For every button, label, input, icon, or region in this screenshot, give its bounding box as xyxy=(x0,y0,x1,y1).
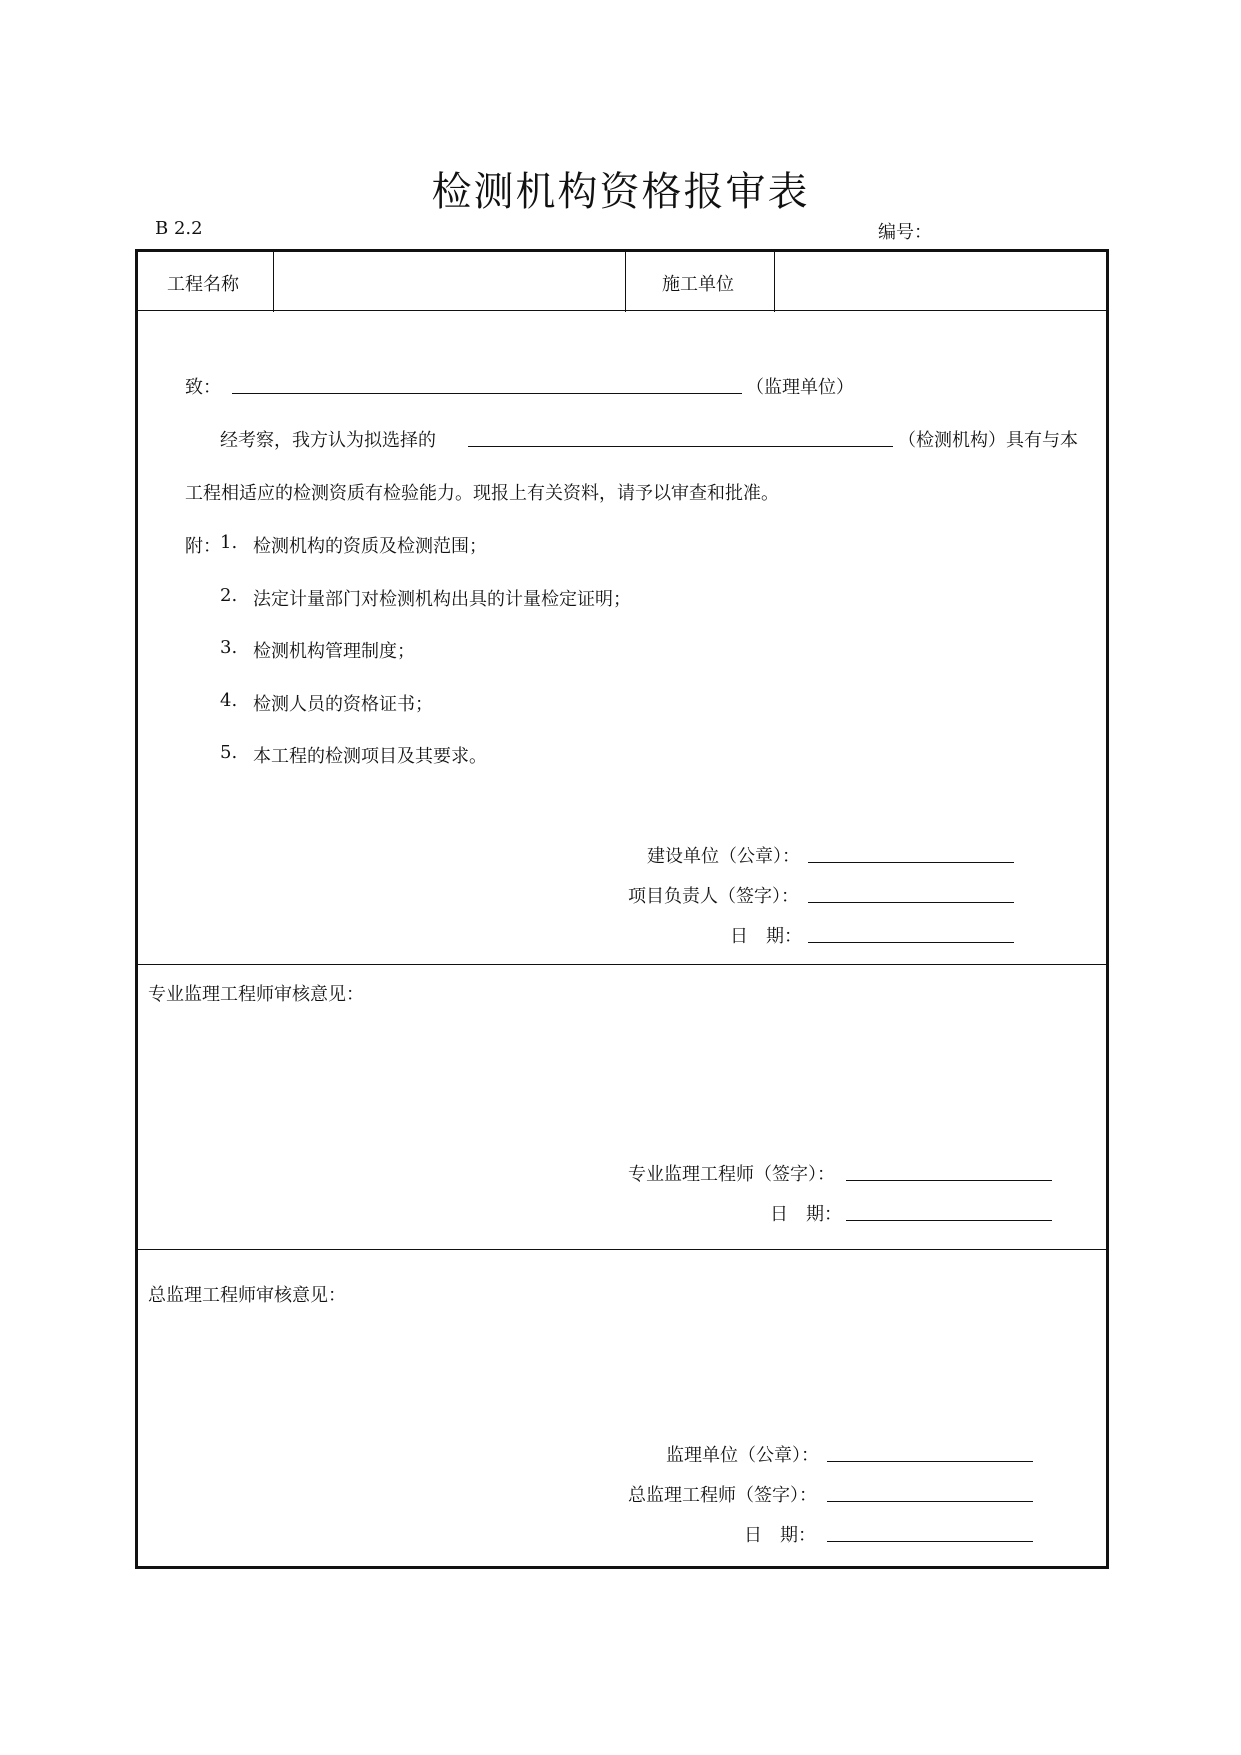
attachment-num: 1. xyxy=(220,532,238,553)
supervisor-unit-field[interactable] xyxy=(232,393,742,394)
supervisor-seal-label: 监理单位（公章）： xyxy=(666,1445,819,1466)
to-label: 致： xyxy=(185,377,221,398)
para-line2: 工程相适应的检测资质有检验能力。现报上有关资料，请予以审查和批准。 xyxy=(185,483,779,504)
chief-opinion-heading: 总监理工程师审核意见： xyxy=(148,1285,346,1306)
attachment-num: 2. xyxy=(220,585,238,606)
attachment-num: 4. xyxy=(220,690,238,711)
engineer-sign-field[interactable] xyxy=(846,1180,1052,1181)
para-mid: （检测机构）具有与本 xyxy=(898,430,1078,451)
to-suffix: （监理单位） xyxy=(746,377,854,398)
divider xyxy=(138,310,1106,311)
testing-agency-field[interactable] xyxy=(468,446,893,447)
divider xyxy=(625,252,626,312)
divider xyxy=(138,1249,1106,1250)
contractor-label: 施工单位 xyxy=(662,274,734,295)
serial-label: 编号： xyxy=(878,222,932,243)
date-field[interactable] xyxy=(808,942,1014,943)
date-label: 日 期： xyxy=(770,1204,842,1225)
form-code: B 2.2 xyxy=(155,218,203,239)
owner-seal-field[interactable] xyxy=(808,862,1014,863)
attachment-text: 检测机构管理制度； xyxy=(253,641,415,662)
date-label: 日 期： xyxy=(730,926,802,947)
page-title: 检测机构资格报审表 xyxy=(431,169,810,215)
attachment-text: 本工程的检测项目及其要求。 xyxy=(253,746,487,767)
divider xyxy=(273,252,274,312)
date-label: 日 期： xyxy=(744,1525,816,1546)
attachment-text: 法定计量部门对检测机构出具的计量检定证明； xyxy=(253,589,631,610)
engineer-opinion-heading: 专业监理工程师审核意见： xyxy=(148,984,364,1005)
date-field[interactable] xyxy=(846,1220,1052,1221)
date-field[interactable] xyxy=(827,1541,1033,1542)
manager-sign-field[interactable] xyxy=(808,902,1014,903)
divider xyxy=(138,964,1106,965)
chief-sign-label: 总监理工程师（签字）： xyxy=(628,1485,817,1506)
attachment-num: 5. xyxy=(220,742,238,763)
para-start: 经考察，我方认为拟选择的 xyxy=(220,430,436,451)
engineer-sign-label: 专业监理工程师（签字）： xyxy=(628,1164,835,1185)
attachment-text: 检测人员的资格证书； xyxy=(253,694,433,715)
attachment-text: 检测机构的资质及检测范围； xyxy=(253,536,487,557)
manager-sign-label: 项目负责人（签字）： xyxy=(628,886,799,907)
owner-seal-label: 建设单位（公章）： xyxy=(647,846,800,867)
project-name-label: 工程名称 xyxy=(167,274,239,295)
supervisor-seal-field[interactable] xyxy=(827,1461,1033,1462)
divider xyxy=(774,252,775,312)
attachment-num: 3. xyxy=(220,637,238,658)
chief-sign-field[interactable] xyxy=(827,1501,1033,1502)
attach-prefix: 附： xyxy=(185,536,221,557)
